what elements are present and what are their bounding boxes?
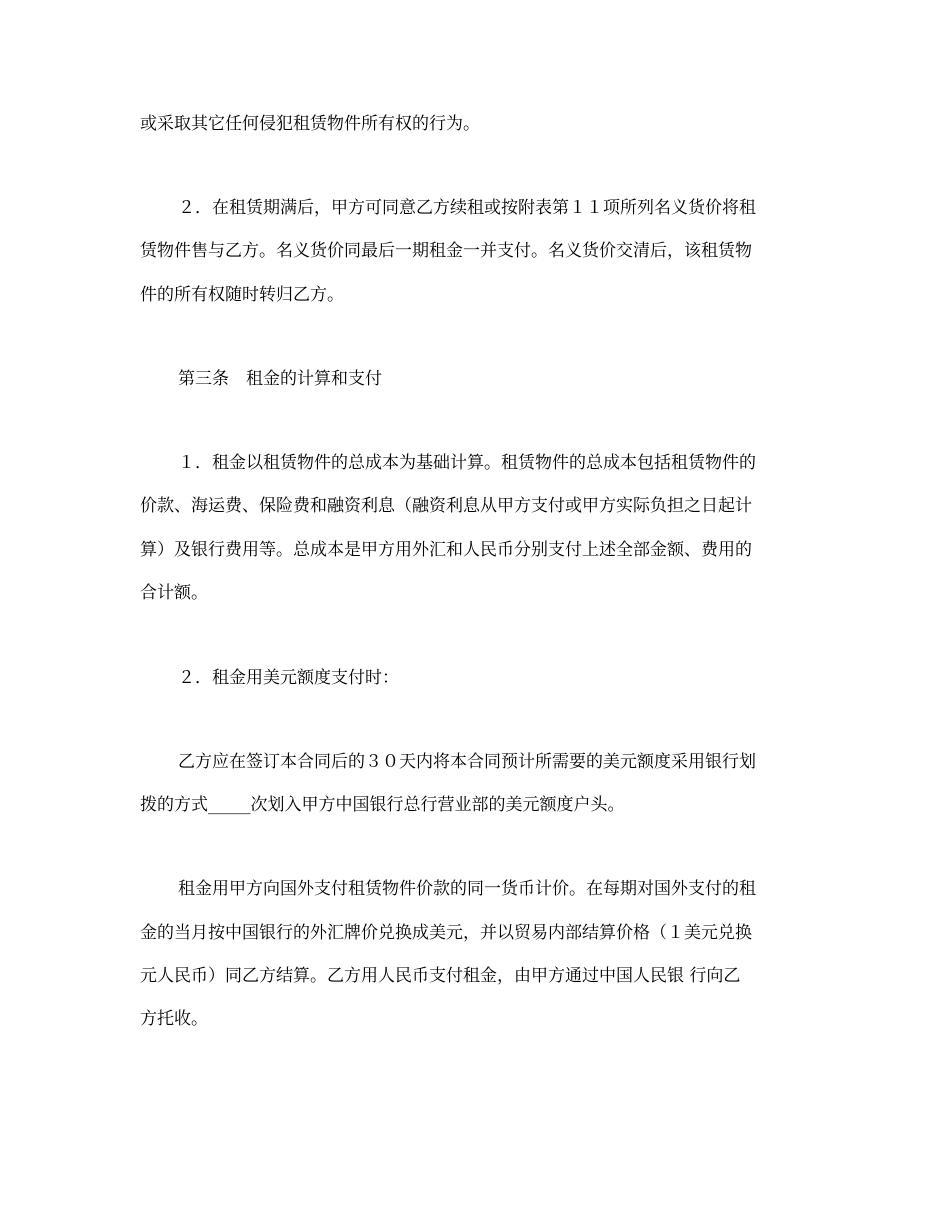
- paragraph-line: ２．在租赁期满后，甲方可同意乙方续租或按附表第１１项所列名义货价将租: [178, 198, 756, 218]
- paragraph-line: 乙方应在签订本合同后的３０天内将本合同预计所需要的美元额度采用银行划: [178, 752, 756, 772]
- paragraph-line: １．租金以租赁物件的总成本为基础计算。租赁物件的总成本包括租赁物件的: [178, 453, 756, 473]
- paragraph-line: 金的当月按中国银行的外汇牌价兑换成美元，并以贸易内部结算价格（１美元兑换: [140, 923, 752, 943]
- paragraph-line: 拨的方式_____次划入甲方中国银行总行营业部的美元额度户头。: [140, 795, 625, 815]
- paragraph-line: 租金用甲方向国外支付租赁物件价款的同一货币计价。在每期对国外支付的租: [178, 879, 756, 899]
- section-heading: 第三条 租金的计算和支付: [178, 369, 382, 389]
- paragraph-line: 或采取其它任何侵犯租赁物件所有权的行为。: [140, 114, 480, 134]
- paragraph-line: ２．租金用美元额度支付时：: [178, 668, 399, 688]
- paragraph-line: 算）及银行费用等。总成本是甲方用外汇和人民币分别支付上述全部金额、费用的: [140, 540, 752, 560]
- paragraph-line: 件的所有权随时转归乙方。: [140, 285, 344, 305]
- paragraph-line: 价款、海运费、保险费和融资利息（融资利息从甲方支付或甲方实际负担之日起计: [140, 496, 752, 516]
- paragraph-line: 元人民币）同乙方结算。乙方用人民币支付租金，由甲方通过中国人民银 行向乙: [140, 966, 741, 986]
- paragraph-line: 方托收。: [140, 1009, 208, 1029]
- paragraph-line: 赁物件售与乙方。名义货价同最后一期租金一并支付。名义货价交清后，该租赁物: [140, 241, 752, 261]
- paragraph-line: 合计额。: [140, 583, 208, 603]
